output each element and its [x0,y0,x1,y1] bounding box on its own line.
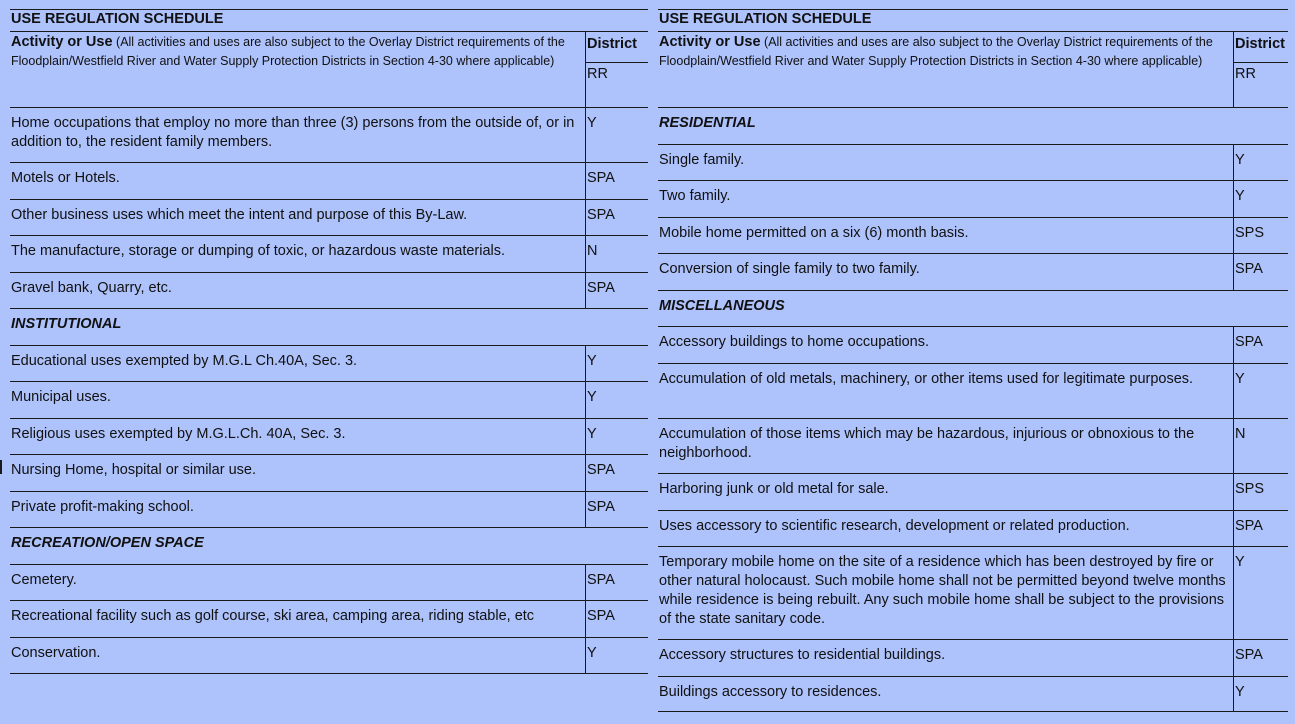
district-value: SPA [1233,254,1288,290]
activity-cell: Motels or Hotels. [11,170,120,186]
activity-cell: Two family. [659,188,731,204]
district-code: RR [1235,66,1256,82]
district-code: RR [587,66,608,82]
right-schedule-table [658,9,1288,712]
district-label: District [586,32,648,63]
activity-cell: Conservation. [11,644,101,661]
activity-cell: Accessory structures to residential buildings. [659,647,946,663]
table-row [658,510,1288,547]
table-title: USE REGULATION SCHEDULE [658,9,1288,31]
activity-cell: Other business uses which meet the intent and purpose of this By-Law. [11,206,468,223]
table-title: USE REGULATION SCHEDULE [10,9,648,31]
district-value: SPA [1233,327,1288,363]
activity-header [10,32,585,107]
district-value: SPA [585,200,648,236]
activity-cell: Municipal uses. [11,389,111,405]
district-value: SPA [585,492,648,528]
district-value: SPA [585,601,648,637]
table-row [10,491,648,528]
activity-note: (All activities and uses are also subject to the Overlay District requirements of the Floodplain/Westfield River and Water Supply Protection Districts in Section 4-30 where applicable) [659,35,1213,68]
district-label: District [1234,32,1288,63]
activity-cell: Harboring junk or old metal for sale. [659,481,889,497]
activity-cell: Conversion of single family to two family. [659,261,920,277]
section-heading-institutional: INSTITUTIONAL [10,308,648,345]
district-value: N [585,236,648,272]
activity-cell: Uses accessory to scientific research, development or related production. [659,517,1130,534]
activity-label: Activity or Use [659,34,761,50]
table-row [10,107,648,162]
activity-cell: Single family. [659,151,745,168]
activity-cell: Mobile home permitted on a six (6) month basis. [659,224,969,241]
table-row [10,454,648,491]
activity-cell: Accessory buildings to home occupations. [659,334,930,350]
district-value: N [1233,419,1288,474]
table-row [10,272,648,309]
district-value: SPA [1233,511,1288,547]
table-row [658,473,1288,510]
table-row [658,363,1288,418]
district-value: SPA [585,455,648,491]
district-value: Y [1233,181,1288,217]
section-heading-miscellaneous: MISCELLANEOUS [658,290,1288,327]
table-row [10,600,648,637]
table-row [10,418,648,455]
district-value: Y [585,346,648,382]
table-row [658,144,1288,181]
activity-cell: The manufacture, storage or dumping of toxic, or hazardous waste materials. [11,243,506,259]
activity-cell: Home occupations that employ no more than three (3) persons from the outside of, or in addition to, the resident family members. [11,115,575,150]
table-row [10,235,648,272]
district-header [1233,32,1288,107]
activity-cell: Private profit-making school. [11,498,194,515]
section-heading-residential: RESIDENTIAL [658,107,1288,144]
district-value: SPA [585,273,648,309]
table-row [658,180,1288,217]
district-value: Y [585,382,648,418]
district-value: Y [585,419,648,455]
table-row [658,217,1288,254]
activity-header [658,32,1233,107]
activity-cell: Temporary mobile home on the site of a residence which has been destroyed by fire or other natural holocaust. Such mobile home shall not be permitted beyond twelve months while residence is being rebuilt. Any such mobile home shall be subject to the provisions of the state sanitary code. [659,554,1226,627]
district-value: SPA [1233,640,1288,676]
table-row [658,639,1288,676]
activity-label: Activity or Use [11,34,113,50]
district-value: Y [585,638,648,673]
district-value: Y [585,108,648,162]
table-row [10,162,648,199]
activity-cell: Buildings accessory to residences. [659,683,882,700]
table-row [10,345,648,382]
district-value: Y [1233,145,1288,181]
left-edge-mark [0,460,2,474]
activity-note: (All activities and uses are also subject to the Overlay District requirements of the Floodplain/Westfield River and Water Supply Protection Districts in Section 4-30 where applicable) [11,35,565,68]
table-row [658,546,1288,639]
table-row [10,381,648,418]
table-header [658,31,1288,107]
activity-cell: Religious uses exempted by M.G.L.Ch. 40A, Sec. 3. [11,425,346,442]
activity-cell: Gravel bank, Quarry, etc. [11,279,172,296]
activity-cell: Accumulation of those items which may be hazardous, injurious or obnoxious to the neighborhood. [659,425,1195,461]
table-row [10,564,648,601]
table-row [658,253,1288,290]
section-heading-recreation: RECREATION/OPEN SPACE [10,527,648,564]
table-header [10,31,648,107]
district-value: SPA [585,565,648,601]
table-row [10,199,648,236]
activity-cell: Cemetery. [11,571,77,588]
table-row [658,418,1288,474]
activity-cell: Educational uses exempted by M.G.L Ch.40A, Sec. 3. [11,352,358,369]
district-value: Y [1233,547,1288,639]
district-value: Y [1233,364,1288,418]
activity-cell: Nursing Home, hospital or similar use. [11,462,256,478]
district-value: SPA [585,163,648,199]
district-value: Y [1233,677,1288,712]
table-row [658,676,1288,713]
activity-cell: Accumulation of old metals, machinery, or other items used for legitimate purposes. [659,370,1194,387]
district-value: SPS [1233,218,1288,254]
table-row [658,326,1288,363]
district-value: SPS [1233,474,1288,510]
district-header [585,32,648,107]
table-row [10,637,648,674]
activity-cell: Recreational facility such as golf course, ski area, camping area, riding stable, etc [11,608,535,624]
left-schedule-table [10,9,648,674]
